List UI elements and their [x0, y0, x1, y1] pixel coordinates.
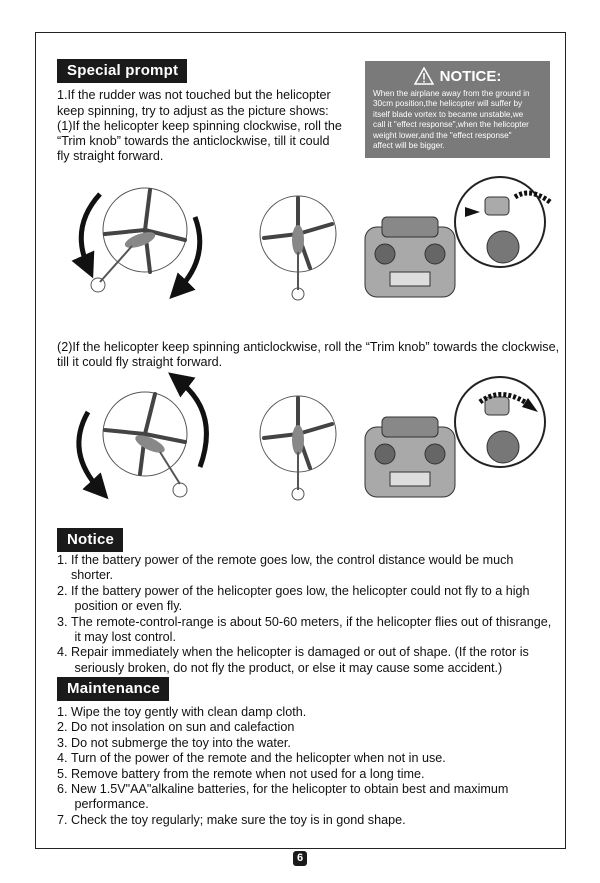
warning-triangle-icon [414, 67, 434, 85]
page-number [290, 849, 310, 867]
list-item: 1. If the battery power of the remote goes low, the control distance would be much shorter. [57, 553, 517, 583]
list-item: 3. The remote-control-range is about 50-60 meters, if the helicopter flies out of thisrange, it may lost control. [57, 614, 552, 645]
case2-line-2: till it could fly straight forward. [57, 355, 223, 369]
maintenance-heading: Maintenance [57, 677, 169, 701]
maintenance-list [57, 705, 557, 828]
list-item: 6. New 1.5V"AA"alkaline batteries, for the helicopter to obtain best and maximum performance. [57, 782, 509, 812]
notice-callout-line: itself blade vortex to became unstable,we [373, 109, 524, 119]
helicopter-spinning-icon [81, 188, 200, 292]
notice-callout-body [373, 89, 542, 151]
notice-callout-line: affect will be bigger. [373, 141, 445, 151]
trim-knob-zoom-icon [455, 177, 550, 267]
remote-controller-icon [365, 417, 455, 497]
notice-list [57, 553, 557, 676]
notice-callout-line: weight lower,and the "effect response" [373, 130, 512, 140]
notice-callout-line: When the airplane away from the ground in [373, 89, 530, 98]
trim-knob-zoom-icon [455, 377, 545, 467]
list-item: 4. Repair immediately when the helicopter is damaged or out of shape. (If the rotor is seriously broken, do not fly the product, or else it may cause some accident.) [57, 645, 529, 675]
figure-anticlockwise-spin [60, 372, 560, 507]
notice-callout-title-text: NOTICE: [439, 67, 502, 85]
list-item: 2. Do not insolation on sun and calefaction [57, 720, 295, 735]
case1-line-3: fly straight forward. [57, 149, 164, 163]
intro-line-1: 1.If the rudder was not touched but the helicopter [57, 88, 331, 102]
case1-line-2: “Trim knob” towards the anticlockwise, till it could [57, 134, 330, 148]
notice-callout-line: 30cm position,the helicopter will suffer by [373, 99, 523, 109]
notice-heading: Notice [57, 528, 123, 552]
notice-callout-line: call it "effect response",when the helicopter [373, 120, 529, 130]
helicopter-spinning-icon [79, 380, 207, 497]
page-number-badge: 6 [293, 851, 307, 866]
case1-line-1: (1)If the helicopter keep spinning clockwise, roll the [57, 119, 342, 133]
helicopter-straight-icon [260, 396, 336, 500]
list-item: 1. Wipe the toy gently with clean damp cloth. [57, 705, 307, 719]
list-item: 4. Turn of the power of the remote and the helicopter when not in use. [57, 751, 446, 766]
list-item: 3. Do not submerge the toy into the water. [57, 735, 291, 750]
list-item: 5. Remove battery from the remote when not used for a long time. [57, 766, 425, 781]
notice-callout-title [373, 67, 542, 85]
notice-callout [365, 61, 550, 158]
figure-clockwise-spin [60, 172, 560, 307]
list-item: 7. Check the toy regularly; make sure the toy is in gond shape. [57, 812, 406, 827]
intro-line-2: keep spinning, try to adjust as the picture shows: [57, 104, 329, 118]
special-prompt-heading: Special prompt [57, 59, 187, 83]
helicopter-straight-icon [260, 196, 336, 300]
list-item: 2. If the battery power of the helicopter goes low, the helicopter could not fly to a high position or even fly. [57, 583, 530, 614]
remote-controller-icon [365, 217, 455, 297]
case2-line-1: (2)If the helicopter keep spinning anticlockwise, roll the “Trim knob” towards the clockwise, [57, 340, 560, 354]
